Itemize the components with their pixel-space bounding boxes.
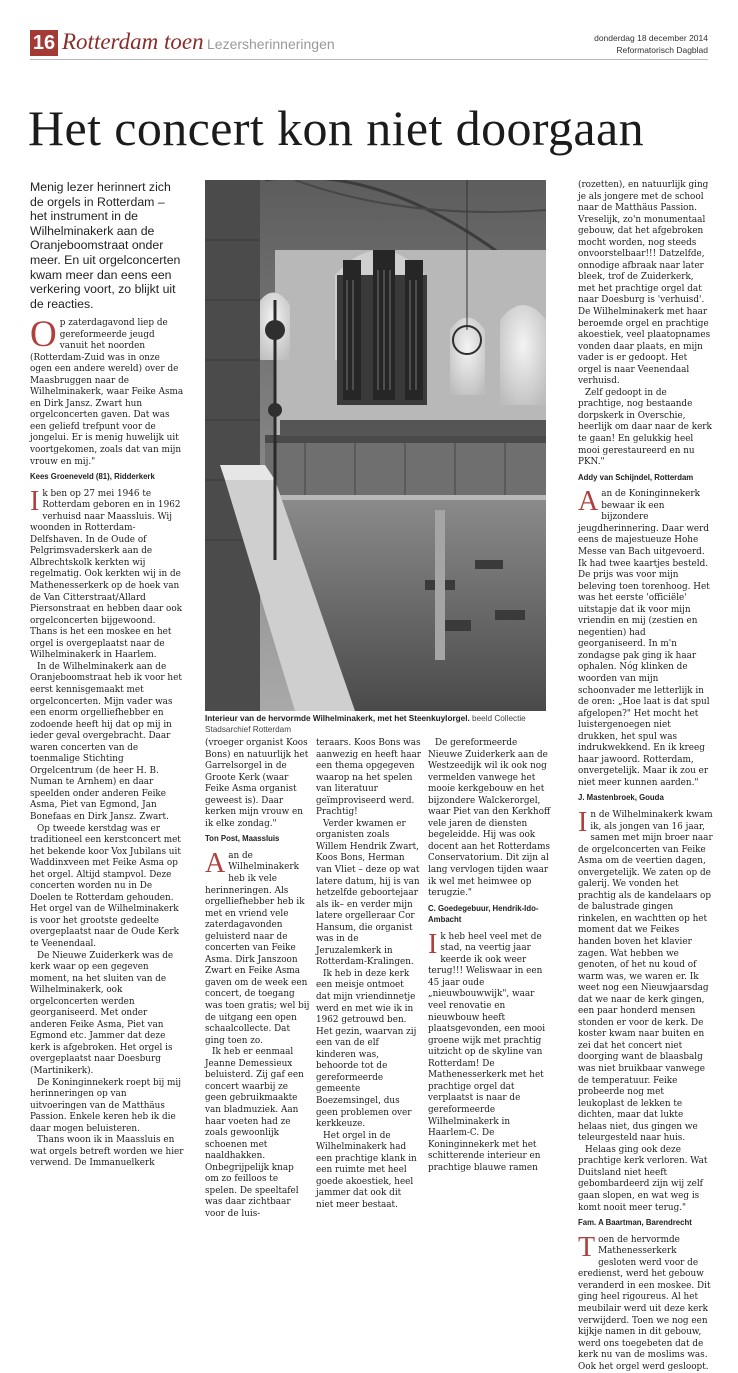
photo-credit: beeld Collectie Stadsarchief Rotterdam	[205, 714, 526, 734]
photo-illustration	[205, 180, 546, 711]
letter-6: In de Wilhelminakerk kwam ik, als jongen van 16 jaar, samen met mijn broer naar de orgelconcerten van Feike Asma om de veertien dagen, onvergetelijk. We zaten op de galerij. We vonden het prachtig als de kandelaars op de balustrade gingen rinkelen, en wachtten op het moment dat we Feikes handen boven het klavier zagen. Wat hebben we genoten, of het nu koud of warm was, we waren er. Ik weet nog een Nieuwjaarsdag dat we naar de kerk gingen, een paar honderd mensen stonden er voor de kerk. De koster kwam naar buiten en zei dat het concert niet doorging want de blaasbalg was niet bruikbaar vanwege de temperatuur. Feike probeerde nog met leukoplast de lekken te dichten, maar dat lukte helaas niet, dus gingen we teleurgesteld naar huis.	[578, 806, 713, 1144]
letter-4: Ik heb heel veel met de stad, na veertig jaar keerde ik ook weer terug!!! Weliswaar in een 45 jaar oude „nieuwbouwwijk", waar veel renovatie en nieuwbouw heeft plaatsgevonden, een mooi groene wijk met prachtig uitzicht op de skyline van Rotterdam! De Mathenesserkerk met het prachtige orgel dat verplaatst is naar de gereformeerde Wilhelminakerk in Haarlem-C. De Koninginnekerk met het schitterende interieur en prachtige blauwe ramen	[428, 928, 546, 1173]
caption-text: Interieur van de hervormde Wilhelminakerk, met het Steenkuylorgel.	[205, 714, 470, 723]
paragraph: (rozetten), en natuurlijk ging je als jongere met de school naar de Matthäus Passion. Vreselijk, zo'n monumentaal gebouw, dat het afgebroken mocht worden, nog steeds onvoorstelbaar!!! Datzelfde, onnodige afbraak naar later bleek, trof de Zuiderkerk, met het prachtige orgel dat naar Doesburg is 'verhuisd'. De Wilhelminakerk met haar beroemde orgel en prachtige akoestiek, veel plaatopnames vonden daar plaats, en mijn vader is er gedoopt. Het orgel is naar Veenendaal verhuisd.	[578, 180, 711, 387]
paragraph: De Nieuwe Zuiderkerk was de kerk waar op een gegeven moment, na het sluiten van de Wilhelminakerk, ook orgelconcerten werden georganiseerd. Met onder anderen Feike Asma, Piet van Egmond etc. Jammer dat deze kerk is afgebroken. Het orgel is overgeplaatst naar Doesburg (Martinikerk).	[30, 950, 174, 1076]
paragraph: (vroeger organist Koos Bons) en natuurlijk het Garrelsorgel in de Groote Kerk (waar Feike Asma organist geweest is). Daar kerken mijn vrouw en ik elke zondag."	[205, 738, 309, 829]
letter-signature: J. Mastenbroek, Gouda	[578, 793, 664, 803]
paragraph: Het orgel in de Wilhelminakerk had een prachtige klank in een ruimte met heel goede akoestiek, heel jammer dat ook dit niet meer bestaat.	[316, 1130, 417, 1210]
letter-signature: Kees Groeneveld (81), Ridderkerk	[30, 472, 155, 482]
drop-cap: I	[428, 928, 438, 960]
letter-signature: Addy van Schijndel, Rotterdam	[578, 472, 694, 482]
page-number: 16	[30, 30, 58, 56]
paragraph: Zelf gedoopt in de prachtige, nog bestaande dorpskerk in Overschie, heerlijk om daar naar de kerk te gaan! En gelukkig heel mooi gerestaureerd en nu PKN."	[578, 387, 712, 468]
paragraph: Thans woon ik in Maassluis en wat orgels betreft worden we hier verwend. De Immanuelkerk	[30, 1135, 184, 1169]
drop-cap: O	[30, 314, 57, 355]
column-5	[578, 180, 713, 1373]
drop-cap: A	[578, 486, 599, 518]
column-3	[316, 738, 421, 1211]
letter-signature: Fam. A Baartman, Barendrecht	[578, 1218, 692, 1228]
photo-caption	[205, 714, 550, 735]
letter-3: Aan de Wilhelminakerk heb ik vele herinneringen. Als orgelliefhebber heb ik met en vriend vele zaterdagavonden geluisterd naar de concerten van Feike Asma. Dirk Janszoon Zwart en Feike Asma gaven om de week een concert, de toegang was toen gratis; wel bij de uitgang een open schaalcollecte. Dat ging toen zo.	[205, 847, 310, 1046]
letter-1: Op zaterdagavond liep de gereformeerde jeugd vanuit het noorden (Rotterdam-Zuid was in onze ogen een andere wereld) over de Maasbruggen naar de Wilhelminakerk, waar Feike Asma en Dirk Jansz. Zwart hun orgelconcerten gaven. Dat was een geliefd trefpunt voor de jongelui. Er is menig huwelijk uit voortgekomen, zoals dat van mijn vrouw en mij."	[30, 314, 184, 467]
column-2	[205, 738, 310, 1220]
drop-cap: A	[205, 847, 226, 879]
paragraph: In de Wilhelminakerk aan de Oranjeboomstraat heb ik voor het eerst kennisgemaakt met orgelconcerten. Mijn vader was een enorm orgelliefhebber en zodoende heeft hij dat op mij in ieder geval overgebracht. Daar waren concerten van de toenmalige Stichting Orgelcentrum (de heer H. B. Numan te Arnhem) en daar speelden onder anderen Feike Asma, Piet van Egmond, Jan Bonefaas en Dirk Jansz. Zwart.	[30, 661, 182, 822]
letter-signature: C. Goedegebuur, Hendrik-Ido-Ambacht	[428, 903, 539, 925]
paragraph: Helaas ging ook deze prachtige kerk verloren. Wat Duitsland niet heeft gebombardeerd zijn wij zelf gaan slopen, en wat weg is komt nooit meer terug."	[578, 1144, 708, 1213]
column-4	[428, 738, 553, 1174]
drop-cap: I	[578, 806, 588, 838]
letter-7: Toen de hervormde Mathenesserkerk gesloten werd voor de eredienst, werd het gebouw veranderd in een moskee. Dit ging heel rigoureus. Al het meubilair werd uit deze kerk verwijderd. Toen we nog een kijkje namen in dit gebouw, werd ons toegebeten dat de kerk nu van de moslims was. Ook het orgel werd gesloopt.	[578, 1231, 711, 1372]
paragraph: Ik heb in deze kerk een meisje ontmoet dat mijn vriendinnetje werd en met wie ik in 1962 getrouwd ben. Het gezin, waarvan zij een van de elf kinderen was, behoorde tot de gereformeerde gemeente Boezemsingel, dus geen problemen over kerkkeuze.	[316, 968, 417, 1130]
paragraph: De Koninginnekerk roept bij mij herinneringen op van uitvoeringen van de Matthäus Passion. Enkele keren heb ik die daar mogen beluisteren.	[30, 1077, 181, 1134]
paragraph: Op tweede kerstdag was er traditioneel een kerstconcert met het bekende koor Vox Jubilans uit Waddinxveen met Feike Asma op het orgel. Altijd stampvol. Deze concerten worden nu in De Doelen te Rotterdam gehouden. Het orgel van de Wilhelminakerk is voor het grootste gedeelte overgeplaatst naar de Oude Kerk te Veenendaal.	[30, 823, 181, 949]
section-title: Rotterdam toen	[62, 29, 204, 54]
issue-date: donderdag 18 december 2014	[594, 33, 708, 43]
church-interior-photo	[205, 180, 546, 711]
letter-signature: Ton Post, Maassluis	[205, 834, 280, 844]
drop-cap: T	[578, 1231, 596, 1263]
letter-2: Ik ben op 27 mei 1946 te Rotterdam geboren en in 1962 verhuisd naar Maassluis. Wij woonden in Rotterdam-Delfshaven. In de Oude of Pelgrimsvaderskerk aan de Albrechtskolk kerkten wij regelmatig. Ook kerkten wij in de Mathenesserkerk op de hoek van de Van Citterstraat/Allard Piersonstraat en hebben daar ook orgelconcerten bijgewoond. Thans is het een moskee en het orgel is overgeplaatst naar de Wilhelminakerk in Haarlem.	[30, 485, 183, 661]
column-1	[30, 314, 184, 1170]
paragraph: Ik heb er eenmaal Jeanne Demessieux beluisterd. Zij gaf een concert waarbij ze geen gebruikmaakte van bladmuziek. Aan haar voeten had ze zoals gewoonlijk schoenen met naaldhakken. Onbegrijpelijk knap om zo feilloos te spelen. De speeltafel was daar zichtbaar voor de luis-	[205, 1047, 304, 1219]
headline: Het concert kon niet doorgaan	[28, 100, 645, 156]
paragraph: De gereformeerde Nieuwe Zuiderkerk aan de Westzeedijk wil ik ook nog vermelden vanwege het mooie kerkgebouw en het bijzondere Walckerorgel, waar Piet van den Kerkhoff vele jaren de diensten begeleidde. Hij was ook docent aan het Rotterdams Conservatorium. Dit zijn al lang vervlogen tijden waar ik wel met heimwee op terugzie."	[428, 738, 551, 899]
letter-5: Aan de Koninginnekerk bewaar ik een bijzondere jeugdherinnering. Daar werd eens de majestueuze Hohe Messe van Bach uitgevoerd. Ik had twee kaartjes besteld. De prijs was voor mijn beleving toen torenhoog. Het was het eerste 'officiële' uitstapje dat ik voor mijn vriendin en mij (zestien en negentien) had georganiseerd. In m'n zondagse pak ging ik haar ophalen. Nóg klinken de woorden van mijn schoonvader me letterlijk in de oren: „Hoe laat is dat spul afgelopen?" Het mocht het luistergenoegen niet drukken, het spul was indrukwekkend. En ik kreeg haar jawoord. Rotterdam, onvergetelijk. Maar ik zou er niet meer kunnen aarden."	[578, 486, 710, 788]
header-divider	[30, 59, 708, 60]
paragraph: Verder kwamen er organisten zoals Willem Hendrik Zwart, Koos Bons, Herman van Vliet – deze op wat latere datum, hij is van hetzelfde geboortejaar als ik– en verder mijn latere orgelleraar Cor Hansum, die organist was in de Jeruzalemkerk in Rotterdam-Kralingen.	[316, 818, 420, 968]
drop-cap: I	[30, 485, 40, 517]
paragraph: teraars. Koos Bons was aanwezig en heeft haar een thema opgegeven waarop na het spelen van literatuur geïmproviseerd werd. Prachtig!	[316, 738, 422, 818]
lead-paragraph: Menig lezer herinnert zich de orgels in Rotterdam – het instrument in de Wilhelminakerk aan de Oranjeboomstraat onder meer. En uit orgelconcerten kwam meer dan eens een verkering voort, zo blijkt uit de reacties.	[30, 180, 181, 311]
subsection-title: Lezersherinneringen	[207, 36, 335, 52]
newspaper-name: Reformatorisch Dagblad	[616, 45, 708, 55]
